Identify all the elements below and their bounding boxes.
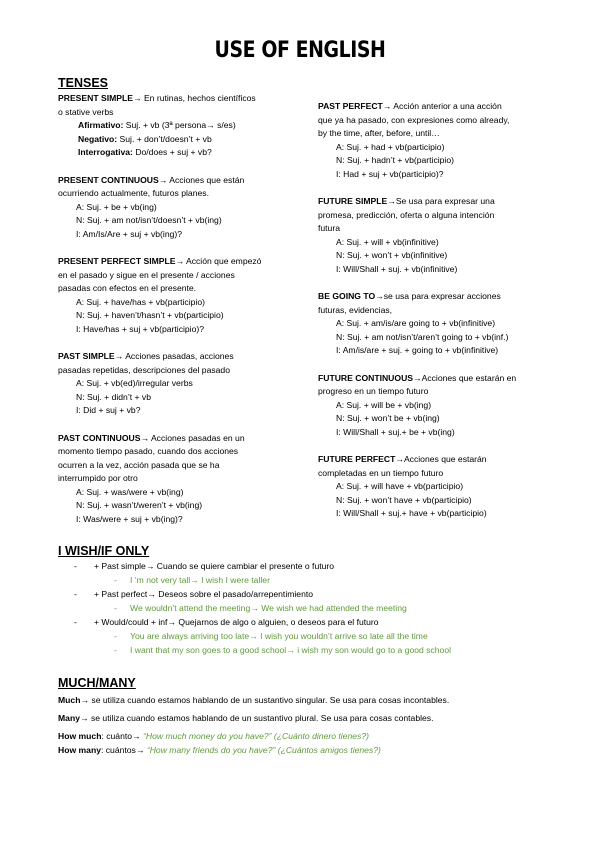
neg-form: N: Suj. + won’t have + vb(participio) — [336, 494, 472, 505]
tense-desc: Acción que empezó — [185, 256, 262, 266]
tense-name: PRESENT SIMPLE — [58, 93, 133, 103]
much-text: → se utiliza cuando estamos hablando de un sustantivo singular. Se usa para cosas incontables. — [80, 695, 450, 705]
aff-form: A: Suj. + will + vb(infinitive) — [336, 236, 439, 247]
arrow-icon: → — [375, 291, 384, 301]
present-perfect-block — [58, 255, 303, 336]
many-label: Many — [58, 713, 80, 723]
neg-form: Suj. + don’t/doesn’t + vb — [119, 133, 212, 144]
tense-name: FUTURE SIMPLE — [318, 196, 388, 206]
dash-bullet: - — [74, 617, 77, 627]
wish-example: I ‘m not very tall→ I wish I were taller — [130, 575, 270, 585]
neg-form: N: Suj. + won’t + vb(infinitive) — [336, 250, 448, 260]
past-simple-block — [58, 350, 303, 418]
neg-form: N: Suj. + hadn’t + vb(participio) — [336, 155, 454, 165]
list-item — [58, 644, 558, 658]
tense-name: BE GOING TO — [318, 291, 376, 301]
arrow-icon: → — [387, 196, 396, 206]
be-going-to-block — [318, 290, 558, 358]
tense-desc: Acciones que estarán — [403, 454, 487, 464]
neg-form: N: Suj. + haven’t/hasn’t + vb(participio) — [76, 310, 224, 320]
present-simple-block — [58, 92, 303, 160]
tense-desc: ocurriendo actualmente, futuros planes. — [58, 188, 209, 198]
wish-example: We wouldn’t attend the meeting→ We wish we had attended the meeting — [130, 603, 407, 613]
neg-form: N: Suj. + won’t be + vb(ing) — [336, 413, 440, 423]
howmuch-text: : cuánto→ — [101, 731, 144, 741]
page-title: USE OF ENGLISH — [214, 38, 386, 63]
int-form: I: Have/has + suj + vb(participio)? — [76, 323, 205, 334]
tense-name: PRESENT PERFECT SIMPLE — [58, 256, 176, 266]
int-label: Interrogativa: — [78, 147, 133, 157]
dash-bullet: - — [74, 561, 77, 571]
int-form: I: Will/Shall + suj.+ be + vb(ing) — [336, 426, 455, 437]
tense-desc: Acciones que están — [169, 174, 245, 185]
tense-desc: promesa, predicción, oferta o alguna intención — [318, 209, 495, 220]
list-item — [58, 560, 558, 574]
muchmany-section — [58, 693, 578, 757]
tense-desc: pasadas repetidas, descripciones del pasado — [58, 364, 230, 375]
int-form: I: Was/were + suj + vb(ing)? — [76, 513, 183, 524]
tense-desc: o stative verbs — [58, 106, 114, 117]
tense-desc: Acciones pasadas en un — [150, 432, 245, 443]
tense-desc: interrumpido por otro — [58, 473, 138, 483]
arrow-icon: → — [114, 351, 126, 361]
aff-form: A: Suj. + had + vb(participio) — [336, 141, 445, 152]
dash-bullet: - — [74, 589, 77, 599]
future-continuous-block — [318, 372, 558, 440]
int-form: I: Will/Shall + suj.+ have + vb(participio) — [336, 508, 487, 518]
tense-name: PAST PERFECT — [318, 101, 383, 111]
aff-form: A: Suj. + am/is/are going to + vb(infinitive) — [336, 318, 496, 328]
int-form: I: Had + suj + vb(participio)? — [336, 168, 444, 179]
wish-heading: I WISH/IF ONLY — [58, 544, 150, 558]
neg-form: N: Suj. + wasn’t/weren’t + vb(ing) — [76, 500, 203, 510]
tense-desc: pasadas con efectos en el presente. — [58, 283, 197, 293]
past-continuous-block — [58, 432, 303, 527]
tense-desc: Acción anterior a una acción — [393, 101, 502, 111]
tense-desc: ocurren a la vez, acción pasada que se ha — [58, 459, 220, 470]
much-label: Much — [58, 695, 81, 705]
aff-form: A: Suj. + was/were + vb(ing) — [76, 486, 184, 497]
arrow-icon: → — [140, 432, 151, 443]
tense-desc: futuras, evidencias, — [318, 304, 393, 315]
aff-form: A: Suj. + vb(ed)/irregular verbs — [76, 378, 193, 388]
aff-form: A: Suj. + be + vb(ing) — [76, 201, 157, 212]
tense-desc: Acciones pasadas, acciones — [125, 351, 234, 361]
dash-bullet: - — [114, 575, 117, 585]
wish-rule: + Would/could + inf→ Quejarnos de algo o alguien, o deseos para el futuro — [94, 617, 379, 627]
future-perfect-block — [318, 453, 558, 521]
tense-name: PAST CONTINUOUS — [58, 432, 141, 443]
tense-desc: progreso en un tiempo futuro — [318, 386, 429, 396]
tense-name: FUTURE PERFECT — [318, 454, 396, 464]
wish-example: You are always arriving too late→ I wish you wouldn’t arrive so late all the time — [130, 631, 428, 641]
tense-desc: completadas en un tiempo futuro — [318, 467, 444, 478]
future-simple-block — [318, 195, 558, 276]
tenses-left-column — [58, 92, 303, 540]
howmany-text: : cuántos→ — [100, 745, 147, 755]
present-continuous-block — [58, 174, 303, 242]
dash-bullet: - — [114, 645, 117, 655]
arrow-icon: → — [175, 256, 186, 266]
neg-label: Negativo: — [78, 133, 118, 144]
tense-desc: momento tiempo pasado, cuando dos acciones — [58, 446, 239, 456]
arrow-icon: → — [132, 93, 144, 103]
arrow-icon: → — [382, 101, 394, 111]
tense-name: PRESENT CONTINUOUS — [58, 174, 159, 185]
int-form: I: Will/Shall + suj. + vb(infinitive) — [336, 263, 458, 274]
tense-desc: Acciones que estarán en — [421, 372, 517, 383]
muchmany-heading: MUCH/MANY — [58, 676, 136, 690]
aff-form: A: Suj. + will be + vb(ing) — [336, 399, 432, 410]
howmany-example: “How many friends do you have?” (¿Cuántos amigos tienes?) — [146, 745, 381, 755]
tense-desc: Se usa para expresar una — [395, 196, 495, 206]
int-form: I: Am/is/are + suj. + going to + vb(infinitive) — [336, 345, 499, 355]
dash-bullet: - — [114, 603, 117, 613]
dash-bullet: - — [114, 631, 117, 641]
past-perfect-block — [318, 100, 558, 181]
int-form: I: Did + suj + vb? — [76, 405, 141, 415]
neg-form: N: Suj. + didn’t + vb — [76, 391, 151, 402]
aff-form: Suj. + vb (3ª persona→ s/es) — [125, 120, 236, 130]
tense-desc: se usa para expresar acciones — [383, 291, 501, 301]
int-form: Do/does + suj + vb? — [135, 147, 212, 157]
neg-form: N: Suj. + am not/isn’t/aren’t going to + vb(inf.) — [336, 331, 509, 342]
neg-form: N: Suj. + am not/isn’t/doesn’t + vb(ing) — [76, 215, 222, 225]
list-item — [58, 616, 558, 630]
list-item — [58, 574, 558, 588]
many-text: → se utiliza cuando estamos hablando de un sustantivo plural. Se usa para cosas contables. — [79, 713, 434, 723]
howmuch-label: How much — [58, 731, 102, 741]
arrow-icon: → — [395, 454, 404, 464]
aff-form: A: Suj. + will have + vb(participio) — [336, 481, 464, 491]
tenses-right-column — [318, 100, 558, 535]
tense-name: PAST SIMPLE — [58, 351, 115, 361]
list-item — [58, 602, 558, 616]
arrow-icon: → — [158, 174, 170, 185]
wish-example: I want that my son goes to a good school→ i wish my son would go to a good school — [130, 645, 452, 655]
aff-label: Afirmativo: — [78, 120, 124, 130]
tenses-heading: TENSES — [58, 76, 109, 90]
tense-desc: en el pasado y sigue en el presente / acciones — [58, 269, 235, 280]
howmuch-example: “How much money do you have?” (¿Cuánto dinero tienes?) — [143, 731, 369, 741]
tense-desc: que ya ha pasado, con expresiones como already, — [318, 114, 510, 125]
wish-list — [58, 560, 558, 658]
tense-desc: by the time, after, before, until… — [318, 128, 440, 138]
tense-name: FUTURE CONTINUOUS — [318, 372, 414, 383]
arrow-icon: → — [413, 372, 422, 383]
list-item — [58, 588, 558, 602]
int-form: I: Am/Is/Are + suj + vb(ing)? — [76, 228, 183, 239]
wish-rule: + Past perfect→ Deseos sobre el pasado/arrepentimiento — [94, 589, 314, 599]
tense-desc: futura — [318, 223, 340, 233]
list-item — [58, 630, 558, 644]
tense-desc: En rutinas, hechos científicos — [143, 93, 256, 103]
howmany-label: How many — [58, 745, 101, 755]
aff-form: A: Suj. + have/has + vb(participio) — [76, 296, 205, 307]
wish-rule: + Past simple→ Cuando se quiere cambiar el presente o futuro — [94, 561, 335, 571]
